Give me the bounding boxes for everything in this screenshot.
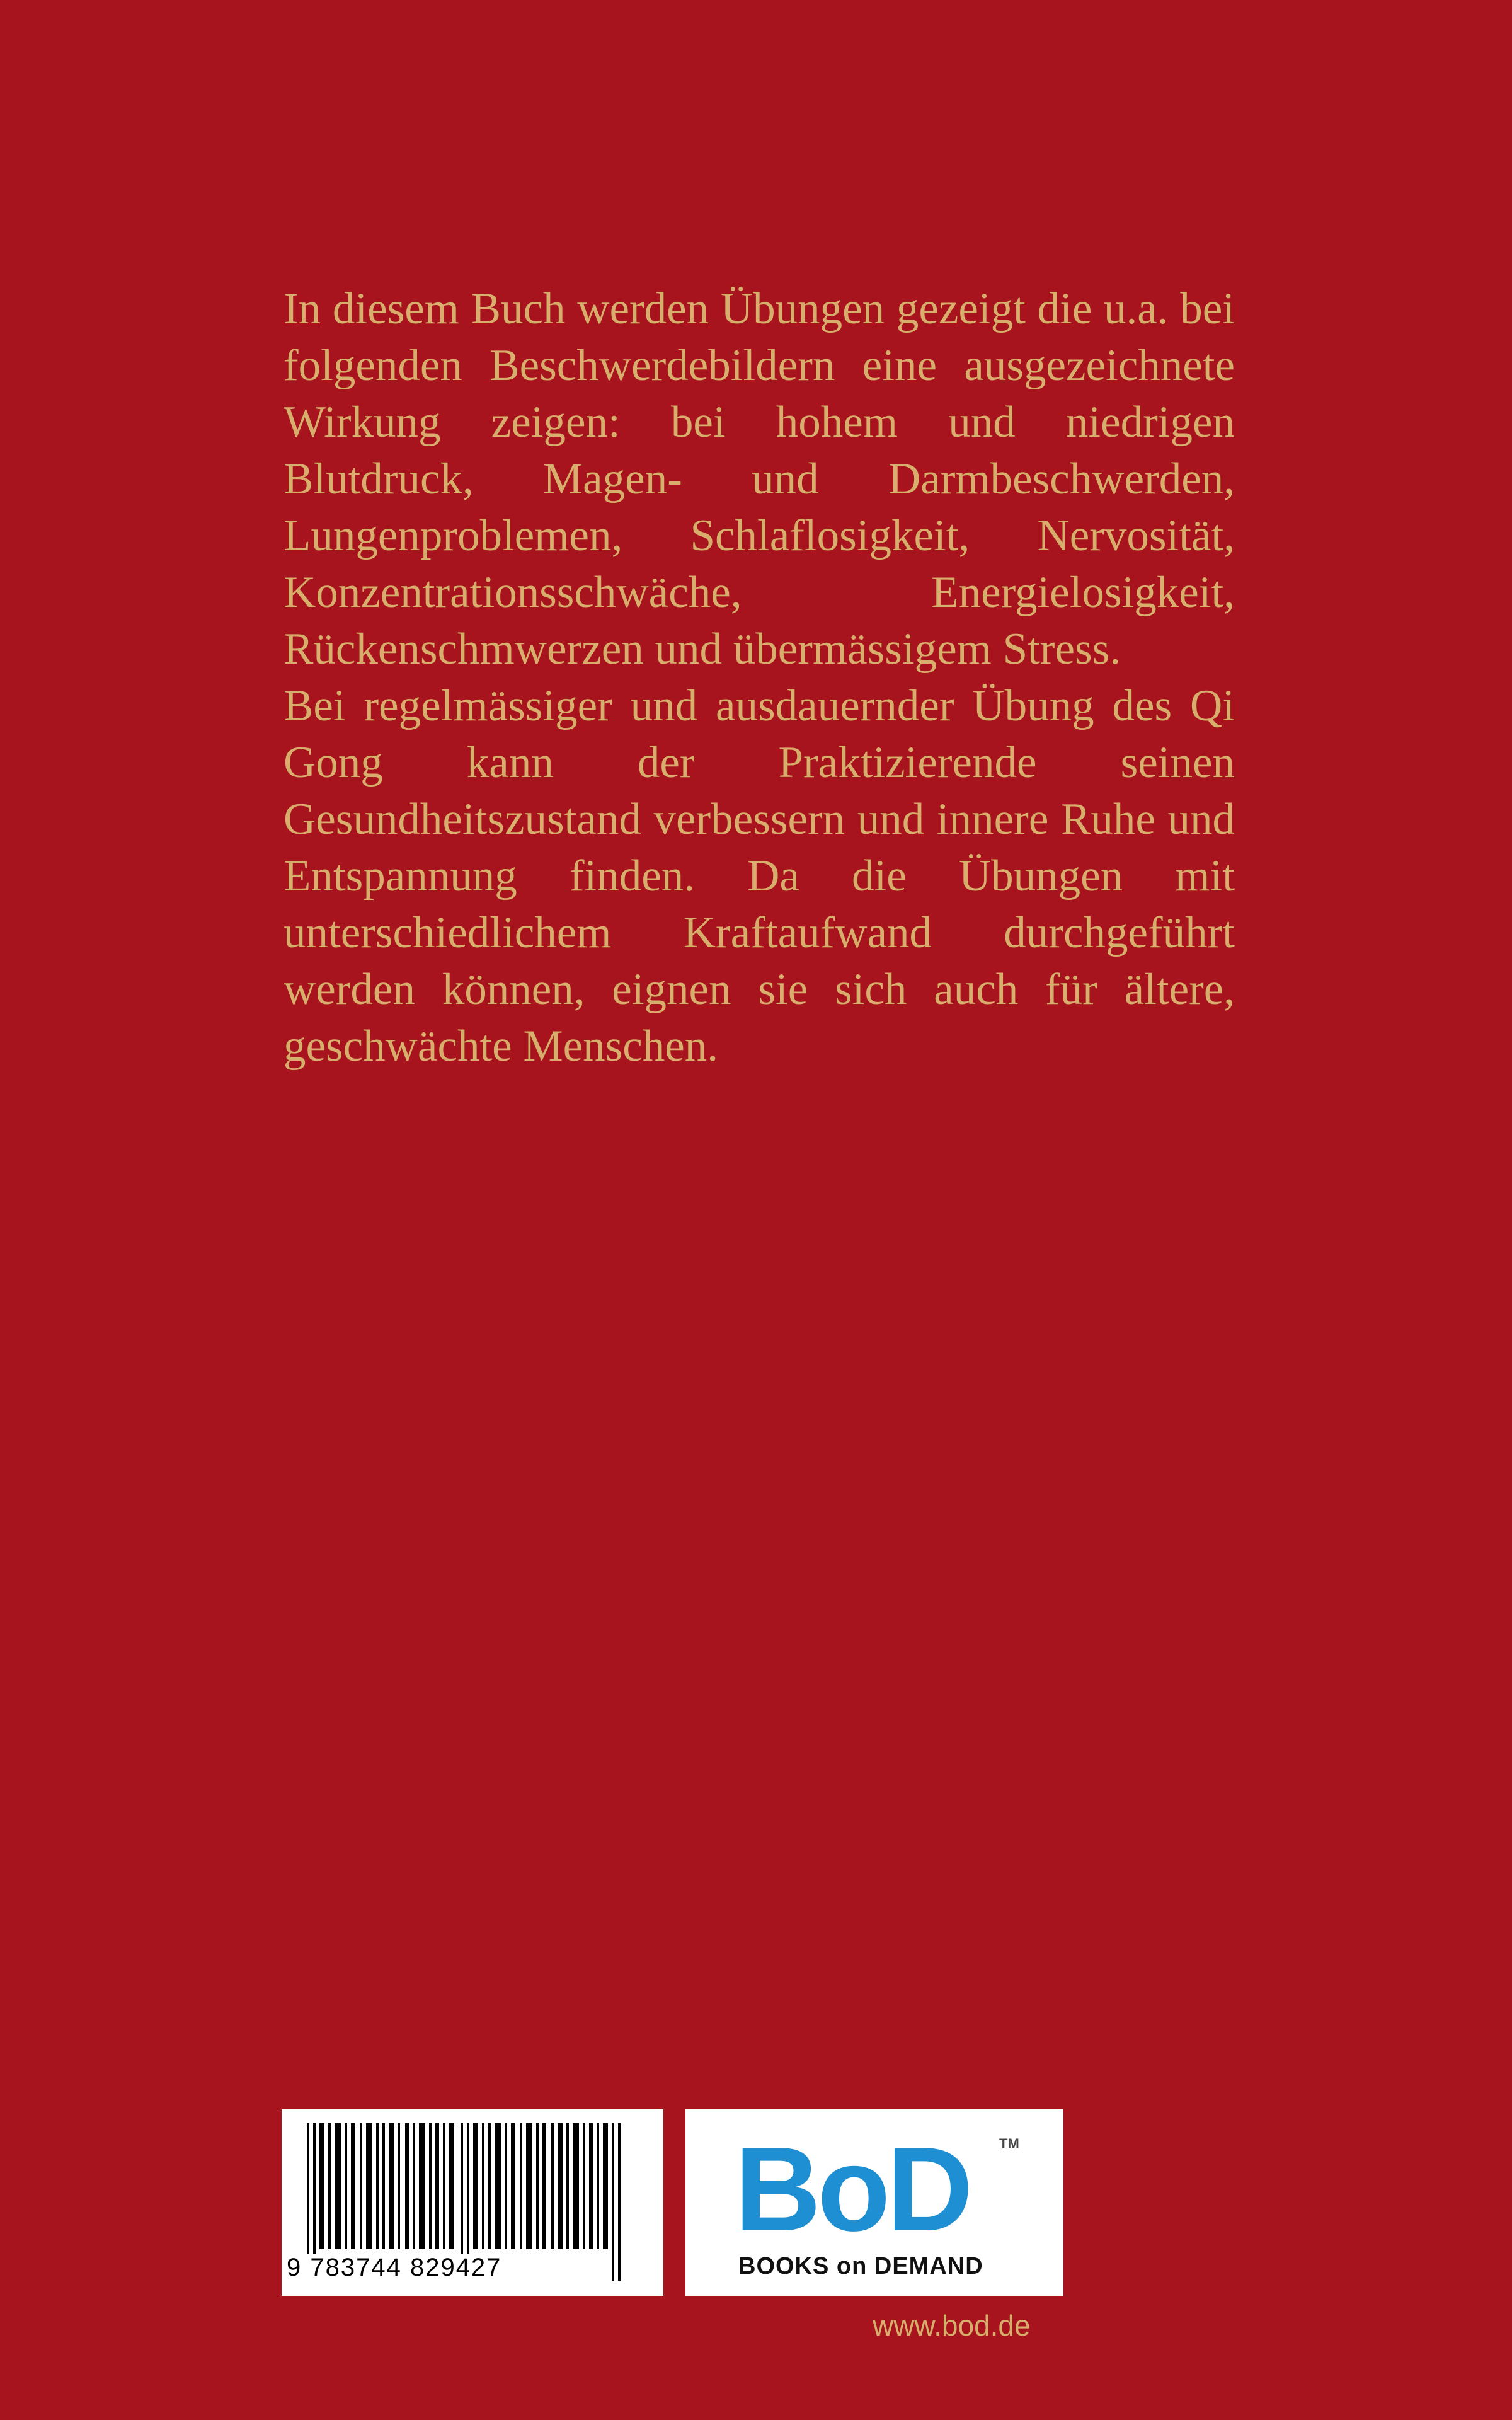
blurb-paragraph-2: Bei regelmässiger und ausdauernder Übung des Qi Gong kann der Praktizierende seinen Gesundheitszustand verbessern und innere Ruhe und Entspannung finden. Da die Übungen mit unterschiedlichem Kraftaufwand durchgeführt werden können, eignen sie sich auch für ältere, geschwächte Menschen.	[284, 681, 1235, 1071]
publisher-url: www.bod.de	[873, 2309, 1031, 2342]
trademark-mark: TM	[999, 2136, 1019, 2152]
isbn-number: 9 783744 829427	[287, 2254, 502, 2281]
blurb-paragraph-1: In diesem Buch werden Übungen gezeigt die u.a. bei folgenden Beschwerdebildern eine ausgezeichnete Wirkung zeigen: bei hohem und niedrigen Blutdruck, Magen- und Darmbeschwerden, Lungenproblemen, Schlaflosigkeit, Nervosität, Konzentrationsschwäche, Energielosigkeit, Rückenschmwerzen und übermässigem Stress.	[284, 284, 1235, 674]
publisher-logo-block	[685, 2109, 1063, 2296]
bod-logo: BoD	[735, 2123, 970, 2256]
publisher-tagline: BOOKS on DEMAND	[738, 2253, 983, 2279]
isbn-barcode	[282, 2109, 663, 2296]
back-cover-blurb	[284, 280, 1235, 1075]
